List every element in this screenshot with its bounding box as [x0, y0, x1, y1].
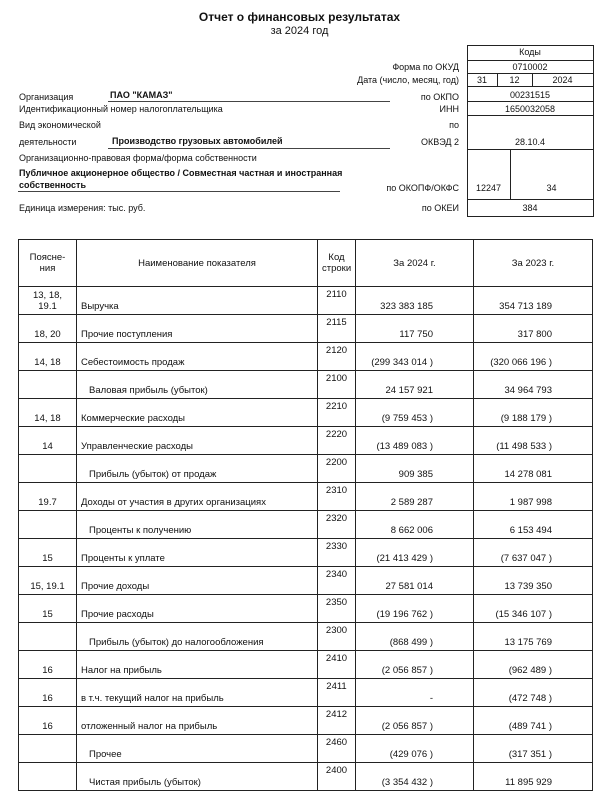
row-value-2024: (19 196 762 ): [356, 595, 474, 623]
row-value-2024: (21 413 429 ): [356, 539, 474, 567]
row-indicator-name: Себестоимость продаж: [77, 343, 318, 371]
table-row: [19, 455, 593, 483]
row-note: 19.7: [19, 483, 77, 511]
table-row: [19, 595, 593, 623]
row-indicator-name: отложенный налог на прибыль: [77, 707, 318, 735]
row-indicator-name: Налог на прибыль: [77, 651, 318, 679]
date-year: 2024: [552, 75, 573, 85]
row-indicator-name: Валовая прибыль (убыток): [77, 371, 318, 399]
table-row: [19, 567, 593, 595]
table-row: [19, 343, 593, 371]
row-value-2024: 909 385: [356, 455, 474, 483]
row-indicator-name: Прибыль (убыток) от продаж: [77, 455, 318, 483]
row-value-2024: 27 581 014: [356, 567, 474, 595]
okpo-value: 00231515: [509, 90, 551, 100]
row-value-2024: -: [356, 679, 474, 707]
row-value-2023: 13 175 769: [474, 623, 593, 651]
table-row: [19, 679, 593, 707]
header-2023: За 2023 г.: [474, 240, 593, 287]
row-code: 2210: [318, 399, 356, 427]
row-note: [19, 371, 77, 399]
row-note: 14, 18: [19, 343, 77, 371]
inn-value: 1650032058: [504, 104, 556, 114]
table-row: [19, 511, 593, 539]
table-header-row: [19, 240, 593, 287]
inn-label: Идентификационный номер налогоплательщика: [19, 104, 223, 114]
row-value-2024: (868 499 ): [356, 623, 474, 651]
row-value-2023: (7 637 047 ): [474, 539, 593, 567]
row-value-2024: 2 589 287: [356, 483, 474, 511]
row-code: 2220: [318, 427, 356, 455]
legal-form-value-2: собственность: [19, 180, 86, 190]
row-value-2023: 11 895 929: [474, 763, 593, 791]
table-row: [19, 315, 593, 343]
table-row: [19, 735, 593, 763]
row-value-2024: (13 489 083 ): [356, 427, 474, 455]
row-note: [19, 735, 77, 763]
row-note: 13, 18, 19.1: [19, 287, 77, 315]
row-indicator-name: Прочие доходы: [77, 567, 318, 595]
unit-label: Единица измерения: тыс. руб.: [19, 203, 146, 213]
row-code: 2200: [318, 455, 356, 483]
org-value: ПАО "КАМАЗ": [110, 90, 173, 100]
row-note: [19, 511, 77, 539]
row-code: 2400: [318, 763, 356, 791]
row-value-2023: 317 800: [474, 315, 593, 343]
row-code: 2350: [318, 595, 356, 623]
date-day: 31: [476, 75, 487, 85]
header-code: Код строки: [318, 240, 356, 287]
table-row: [19, 427, 593, 455]
activity-label-2: деятельности: [19, 137, 77, 147]
row-code: 2300: [318, 623, 356, 651]
table-row: [19, 763, 593, 791]
row-value-2023: (15 346 107 ): [474, 595, 593, 623]
okei-label: по ОКЕИ: [421, 203, 459, 213]
date-month: 12: [509, 75, 520, 85]
row-value-2023: 6 153 494: [474, 511, 593, 539]
row-value-2024: (429 076 ): [356, 735, 474, 763]
okud-value: 0710002: [512, 62, 548, 72]
row-indicator-name: Проценты к получению: [77, 511, 318, 539]
row-value-2024: 323 383 185: [356, 287, 474, 315]
row-note: 15: [19, 539, 77, 567]
row-indicator-name: в т.ч. текущий налог на прибыль: [77, 679, 318, 707]
okopf-value: 12247: [475, 183, 502, 193]
org-label: Организация: [19, 92, 74, 102]
row-indicator-name: Доходы от участия в других организациях: [77, 483, 318, 511]
row-value-2023: (317 351 ): [474, 735, 593, 763]
okud-label: Форма по ОКУД: [392, 62, 459, 72]
row-note: 16: [19, 651, 77, 679]
row-value-2024: (299 343 014 ): [356, 343, 474, 371]
table-row: [19, 399, 593, 427]
row-code: 2411: [318, 679, 356, 707]
row-value-2023: 354 713 189: [474, 287, 593, 315]
row-note: 14, 18: [19, 399, 77, 427]
row-indicator-name: Коммерческие расходы: [77, 399, 318, 427]
table-row: [19, 539, 593, 567]
table-row: [19, 287, 593, 315]
codes-header: Коды: [519, 47, 541, 57]
po-label: по: [449, 120, 459, 130]
row-note: 15: [19, 595, 77, 623]
row-note: 16: [19, 707, 77, 735]
row-indicator-name: Прочие расходы: [77, 595, 318, 623]
activity-label-1: Вид экономической: [19, 120, 101, 130]
row-note: 18, 20: [19, 315, 77, 343]
row-indicator-name: Чистая прибыль (убыток): [77, 763, 318, 791]
row-code: 2330: [318, 539, 356, 567]
row-code: 2310: [318, 483, 356, 511]
row-code: 2120: [318, 343, 356, 371]
row-note: [19, 763, 77, 791]
date-label: Дата (число, месяц, год): [357, 75, 459, 85]
row-code: 2115: [318, 315, 356, 343]
row-code: 2100: [318, 371, 356, 399]
row-indicator-name: Прибыль (убыток) до налогообложения: [77, 623, 318, 651]
row-value-2023: (320 066 196 ): [474, 343, 593, 371]
row-note: 16: [19, 679, 77, 707]
row-indicator-name: Прочие поступления: [77, 315, 318, 343]
table-row: [19, 707, 593, 735]
row-note: [19, 623, 77, 651]
row-indicator-name: Выручка: [77, 287, 318, 315]
okfs-value: 34: [546, 183, 557, 193]
row-code: 2460: [318, 735, 356, 763]
table-row: [19, 483, 593, 511]
row-indicator-name: Прочее: [77, 735, 318, 763]
row-note: 15, 19.1: [19, 567, 77, 595]
header-name: Наименование показателя: [77, 240, 318, 287]
row-value-2024: 24 157 921: [356, 371, 474, 399]
report-period: за 2024 год: [270, 25, 329, 37]
table-row: [19, 651, 593, 679]
row-value-2023: (962 489 ): [474, 651, 593, 679]
okpo-label: по ОКПО: [420, 92, 459, 102]
row-code: 2110: [318, 287, 356, 315]
inn-code-label: ИНН: [439, 104, 459, 114]
table-row: [19, 371, 593, 399]
row-value-2023: (9 188 179 ): [474, 399, 593, 427]
activity-value: Производство грузовых автомобилей: [112, 136, 283, 146]
row-value-2023: (489 741 ): [474, 707, 593, 735]
row-value-2023: (472 748 ): [474, 679, 593, 707]
header-2024: За 2024 г.: [356, 240, 474, 287]
row-value-2023: 13 739 350: [474, 567, 593, 595]
table-row: [19, 623, 593, 651]
okei-value: 384: [522, 203, 538, 213]
row-code: 2412: [318, 707, 356, 735]
okved-value: 28.10.4: [514, 137, 546, 147]
row-value-2023: 34 964 793: [474, 371, 593, 399]
row-value-2023: 14 278 081: [474, 455, 593, 483]
header-note: Поясне- ния: [19, 240, 77, 287]
row-value-2024: (2 056 857 ): [356, 707, 474, 735]
row-value-2023: (11 498 533 ): [474, 427, 593, 455]
row-note: [19, 455, 77, 483]
row-value-2024: (2 056 857 ): [356, 651, 474, 679]
legal-form-value-1: Публичное акционерное общество / Совместная частная и иностранная: [19, 168, 343, 178]
row-code: 2320: [318, 511, 356, 539]
row-indicator-name: Управленческие расходы: [77, 427, 318, 455]
row-value-2024: 117 750: [356, 315, 474, 343]
financial-results-table: [18, 239, 593, 791]
okved-label: ОКВЭД 2: [420, 137, 459, 147]
row-code: 2340: [318, 567, 356, 595]
row-value-2024: 8 662 006: [356, 511, 474, 539]
row-value-2024: (3 354 432 ): [356, 763, 474, 791]
row-value-2024: (9 759 453 ): [356, 399, 474, 427]
row-note: 14: [19, 427, 77, 455]
okopf-label: по ОКОПФ/ОКФС: [386, 183, 459, 193]
legal-form-label: Организационно-правовая форма/форма собственности: [19, 153, 257, 163]
row-code: 2410: [318, 651, 356, 679]
report-title: Отчет о финансовых результатах: [198, 10, 401, 24]
row-indicator-name: Проценты к уплате: [77, 539, 318, 567]
row-value-2023: 1 987 998: [474, 483, 593, 511]
